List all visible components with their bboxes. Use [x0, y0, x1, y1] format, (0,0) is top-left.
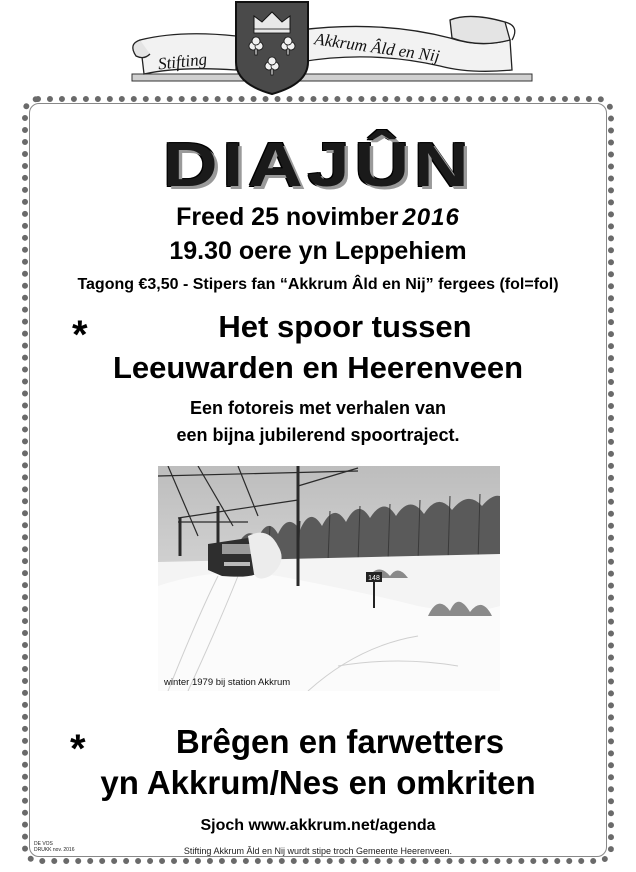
coat-of-arms-icon — [234, 0, 310, 96]
topic2-title-line1: Brêgen en farwetters — [175, 723, 505, 760]
website-link[interactable]: Sjoch www.akkrum.net/agenda — [200, 817, 436, 834]
entry-fee: Tagong €3,50 - Stipers fan “Akkrum Âld en Nij” fergees (fol=fol) — [77, 276, 559, 293]
kilometer-sign: 148 — [368, 575, 380, 582]
topic2-title-line2: yn Akkrum/Nes en omkriten — [100, 764, 536, 801]
topic1-title-line1: Het spoor tussen — [218, 309, 472, 344]
sponsor-footer: Stifting Akkrum Âld en Nij wurdt stipe troch Gemeente Heerenveen. — [183, 846, 453, 856]
event-date — [0, 203, 636, 232]
event-date-text: Freed 25 novimber — [176, 203, 399, 231]
topic1-subtitle-line2: een bijna jubilerend spoortraject. — [176, 425, 460, 445]
ribbon-text-left: Stifting — [157, 49, 208, 74]
printer-mark-line1: DE VOS — [34, 841, 53, 847]
bullet-asterisk-2: * — [70, 727, 86, 771]
ribbon-text-right: Akkrum Âld en Nij — [313, 29, 441, 66]
printer-mark-line2: DRUKK nov. 2016 — [34, 847, 75, 853]
event-year: 2016 — [402, 204, 460, 231]
winter-train-photo — [158, 466, 500, 691]
header-banner — [0, 0, 636, 98]
event-time-place: 19.30 oere yn Leppehiem — [169, 237, 467, 265]
bullet-asterisk-1: * — [72, 313, 88, 357]
poster-title: DIAJÛN — [162, 130, 474, 200]
topic1-subtitle-line1: Een fotoreis met verhalen van — [189, 398, 447, 418]
photo-caption: winter 1979 bij station Akkrum — [164, 677, 291, 688]
topic1-title-line2: Leeuwarden en Heerenveen — [112, 350, 524, 385]
